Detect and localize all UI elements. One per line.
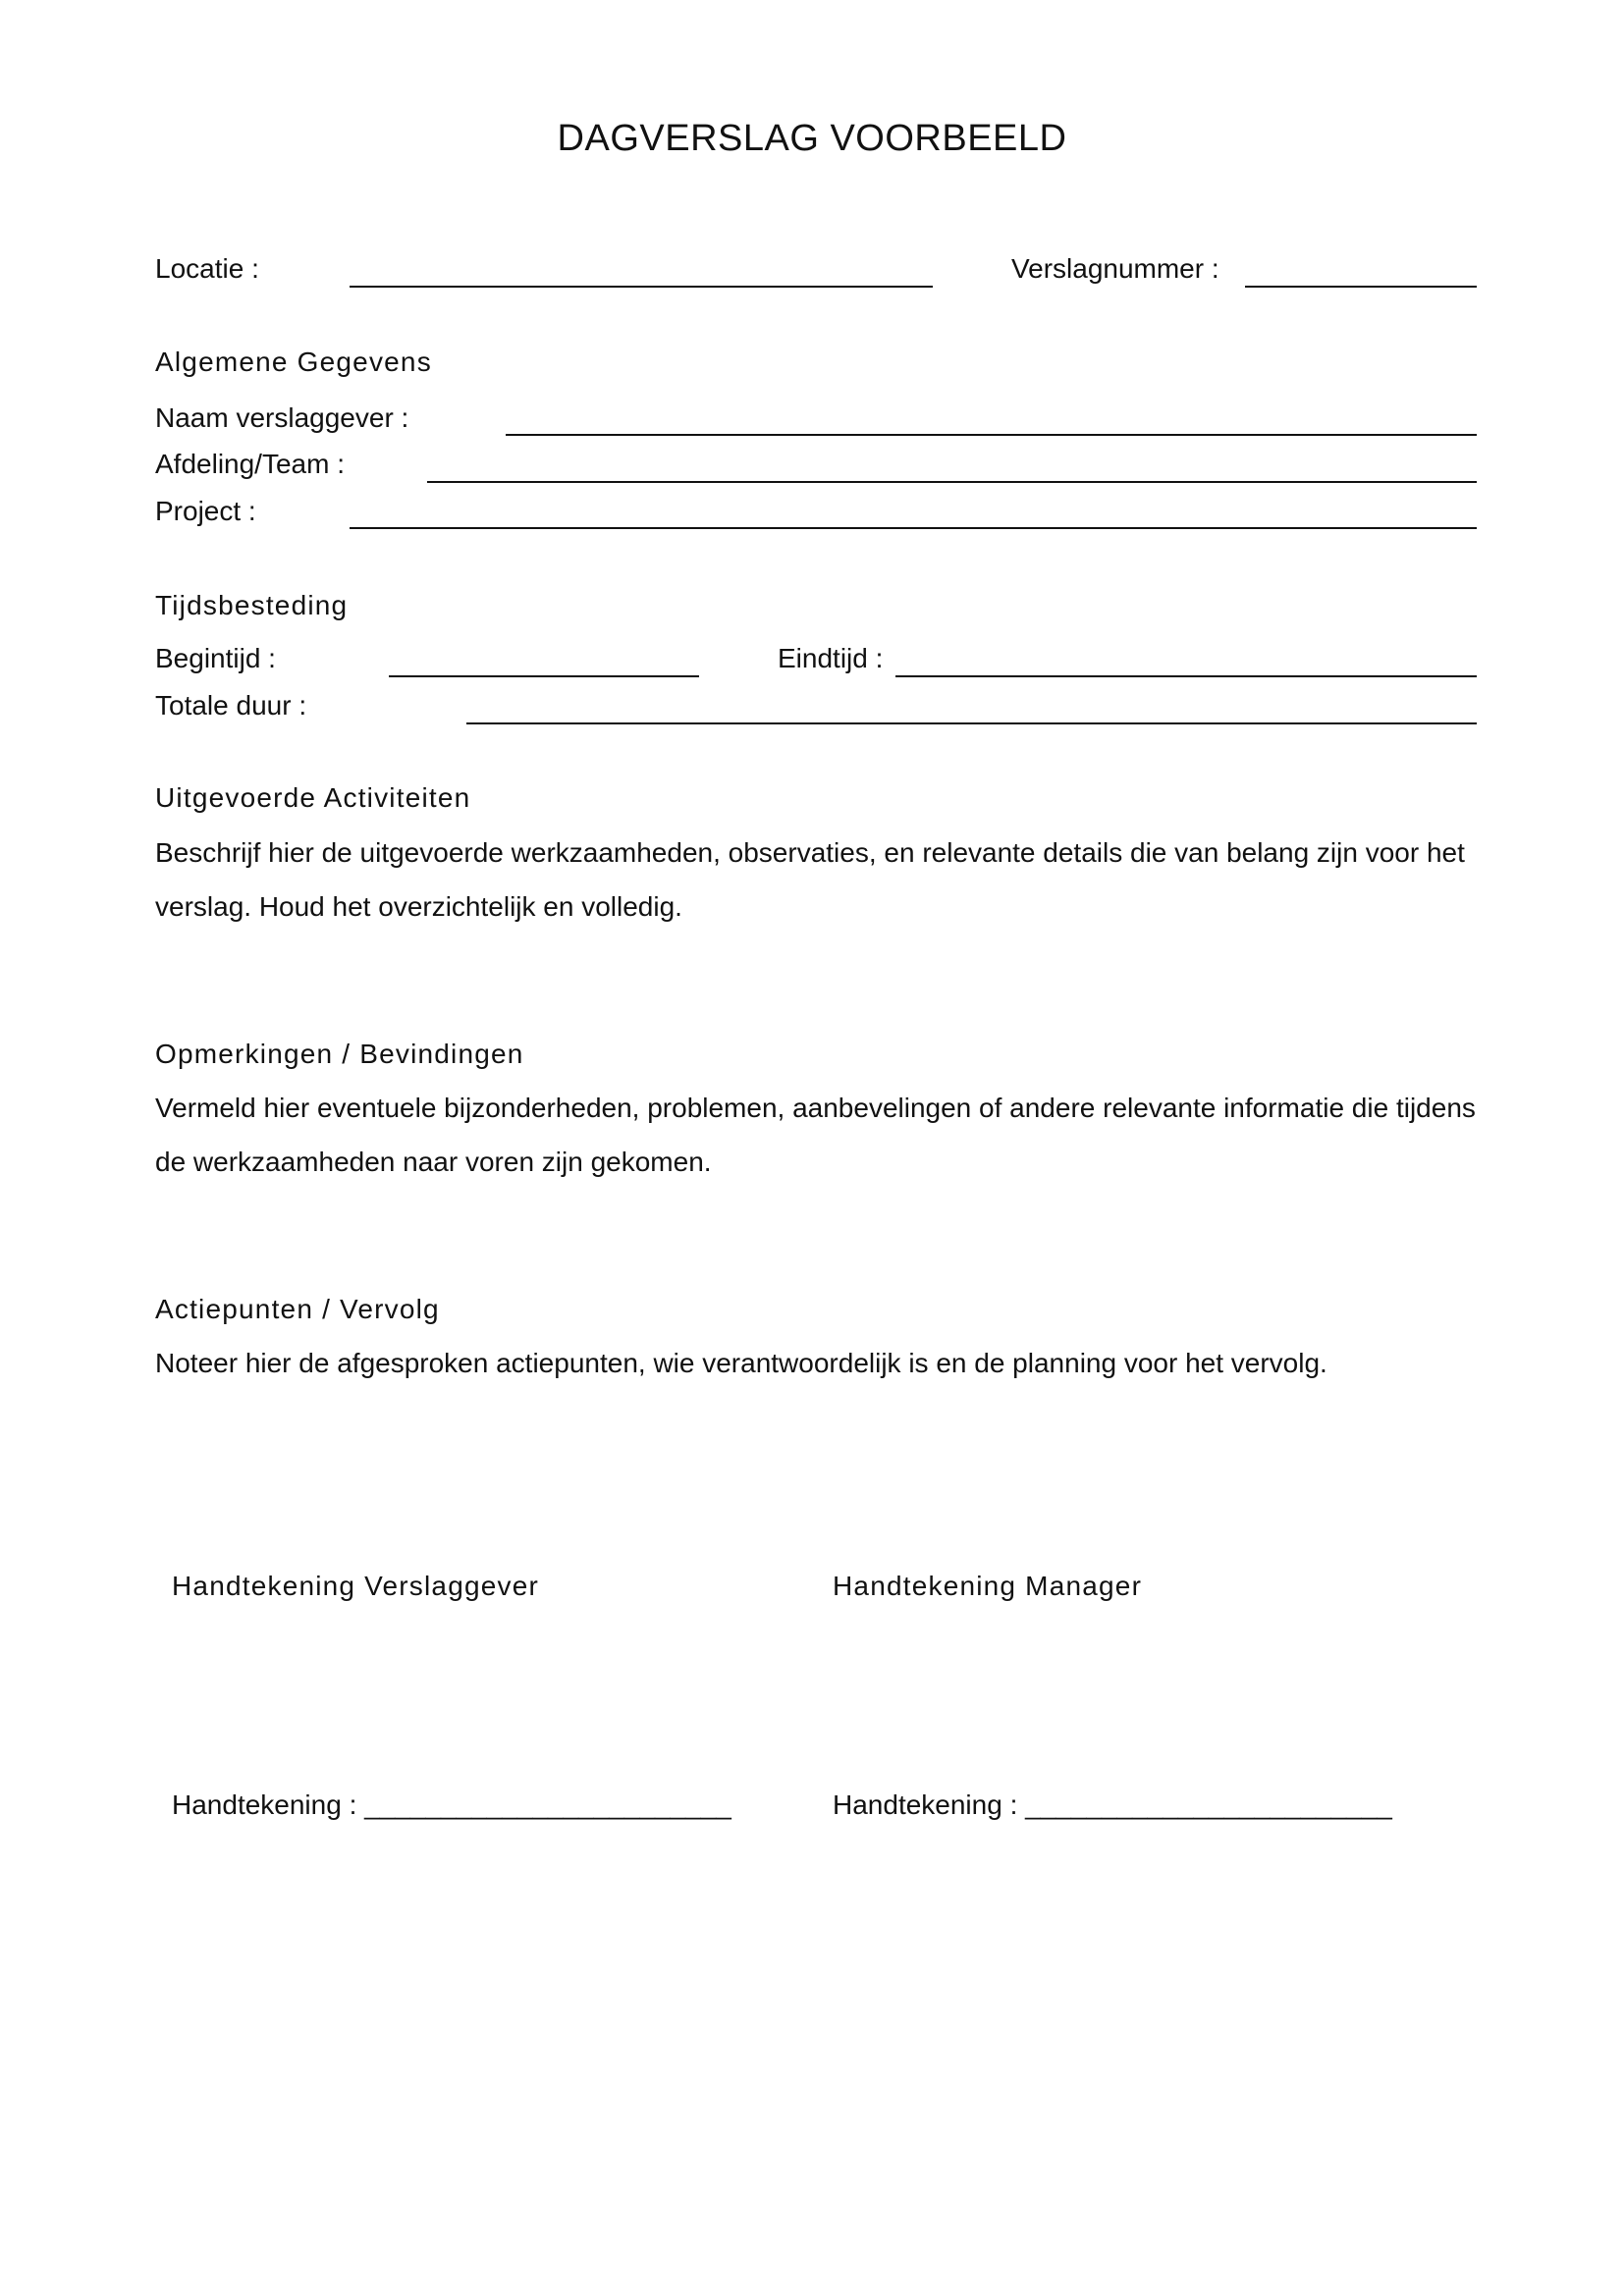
report-number-field[interactable] — [1245, 286, 1477, 288]
reporter-signature-heading: Handtekening Verslaggever — [172, 1571, 540, 1601]
actions-text-line-1: Noteer hier de afgesproken actiepunten, wie verantwoordelijk is en de planning voor het vervolg. — [155, 1348, 1327, 1378]
department-field[interactable] — [427, 481, 1477, 483]
remarks-text-line-1: Vermeld hier eventuele bijzonderheden, problemen, aanbevelingen of andere relevante informatie die tijdens — [155, 1093, 1476, 1123]
activities-text-line-2: verslag. Houd het overzichtelijk en volledig. — [155, 891, 682, 922]
manager-signature-heading: Handtekening Manager — [833, 1571, 1143, 1601]
reporter-field[interactable] — [506, 434, 1477, 436]
manager-signature-field[interactable]: Handtekening : ________________________ — [833, 1789, 1392, 1820]
total-duration-field[interactable] — [466, 722, 1477, 724]
activities-text-line-1: Beschrijf hier de uitgevoerde werkzaamheden, observaties, en relevante details die van belang zijn voor het — [155, 837, 1465, 868]
total-duration-label: Totale duur : — [155, 690, 307, 721]
project-field[interactable] — [350, 527, 1477, 529]
end-time-field[interactable] — [895, 675, 1477, 677]
actions-heading: Actiepunten / Vervolg — [155, 1294, 440, 1324]
project-label: Project : — [155, 496, 256, 526]
start-time-field[interactable] — [389, 675, 699, 677]
time-heading: Tijdsbesteding — [155, 590, 349, 620]
activities-heading: Uitgevoerde Activiteiten — [155, 782, 471, 813]
start-time-label: Begintijd : — [155, 643, 276, 673]
remarks-heading: Opmerkingen / Bevindingen — [155, 1039, 524, 1069]
general-heading: Algemene Gegevens — [155, 347, 432, 377]
page-title: DAGVERSLAG VOORBEELD — [557, 118, 1067, 159]
remarks-text-line-2: de werkzaamheden naar voren zijn gekomen. — [155, 1147, 712, 1177]
department-label: Afdeling/Team : — [155, 449, 345, 479]
reporter-signature-field[interactable]: Handtekening : ________________________ — [172, 1789, 731, 1820]
report-number-label: Verslagnummer : — [1011, 253, 1219, 284]
location-label: Locatie : — [155, 253, 259, 284]
location-field[interactable] — [350, 286, 933, 288]
reporter-label: Naam verslaggever : — [155, 402, 409, 433]
end-time-label: Eindtijd : — [778, 643, 884, 673]
